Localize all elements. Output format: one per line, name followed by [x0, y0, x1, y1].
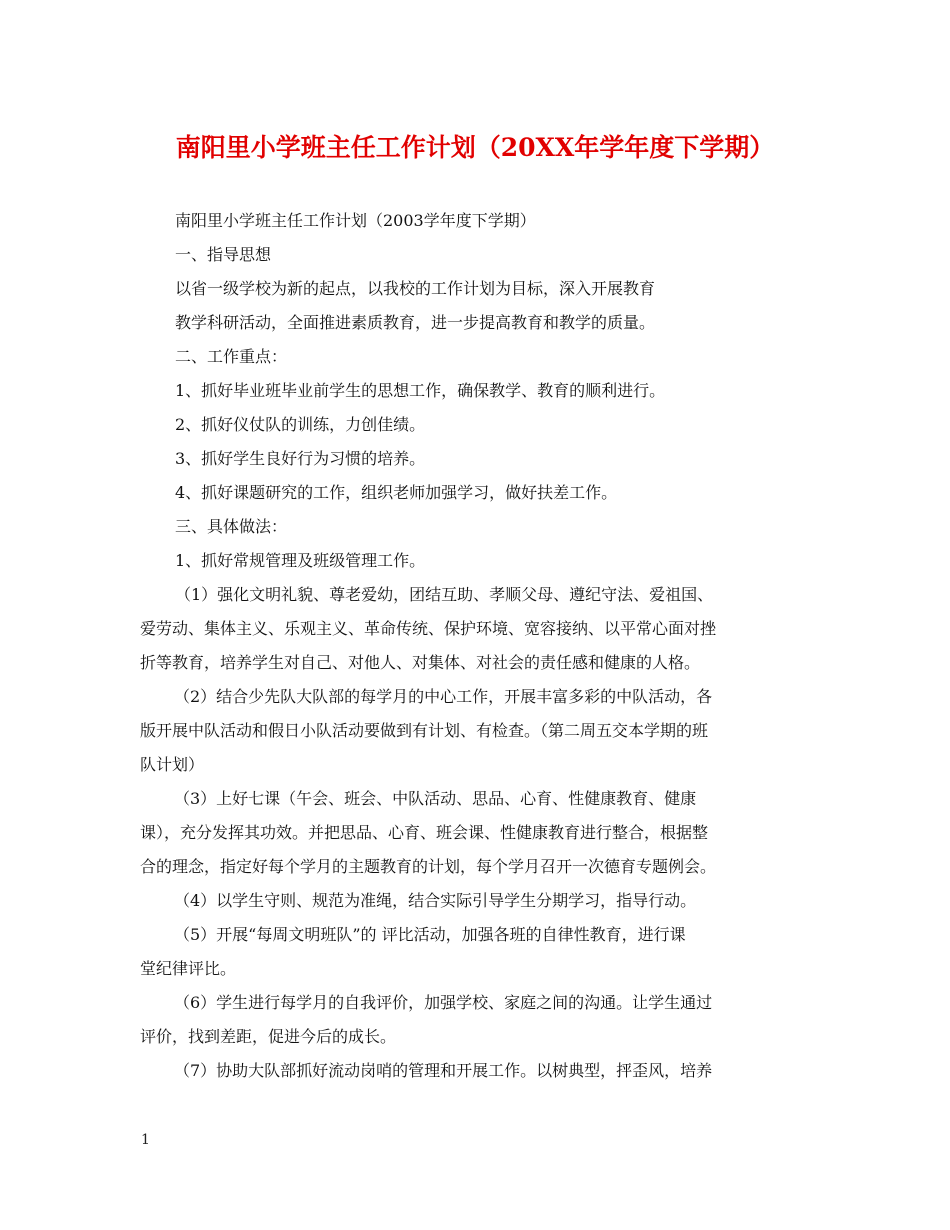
- paragraph-line: 课），充分发挥其功效。并把思品、心育、班会课、性健康教育进行整合，根据整: [140, 823, 709, 842]
- paragraph-line: （4）以学生守则、规范为准绳，结合实际引导学生分期学习，指导行动。: [174, 891, 697, 910]
- paragraph-line: （3）上好七课（午会、班会、中队活动、思品、心育、性健康教育、健康: [174, 789, 697, 808]
- section-heading: 一、指导思想: [175, 245, 272, 264]
- paragraph-line: 评价，找到差距，促进今后的成长。: [140, 1027, 397, 1046]
- paragraph-line: 折等教育，培养学生对自己、对他人、对集体、对社会的责任感和健康的人格。: [140, 653, 701, 672]
- paragraph-line: 以省一级学校为新的起点，以我校的工作计划为目标，深入开展教育: [175, 279, 656, 298]
- list-item: 1、抓好常规管理及班级管理工作。: [175, 551, 426, 570]
- document-body: [140, 204, 812, 1088]
- document-title: 南阳里小学班主任工作计划（20XX年学年度下学期）: [175, 133, 775, 162]
- paragraph-line: 版开展中队活动和假日小队活动要做到有计划、有检查。（第二周五交本学期的班: [140, 721, 709, 740]
- paragraph-line: （1）强化文明礼貌、尊老爱幼，团结互助、孝顺父母、遵纪守法、爱祖国、: [175, 585, 714, 604]
- list-item: 3、抓好学生良好行为习惯的培养。: [175, 449, 426, 468]
- paragraph-line: （7）协助大队部抓好流动岗哨的管理和开展工作。以树典型，抨歪风，培养: [174, 1061, 713, 1080]
- list-item: 2、抓好仪仗队的训练，力创佳绩。: [175, 415, 426, 434]
- paragraph-line: （5）开展“每周文明班队”的 评比活动，加强各班的自律性教育，进行课: [174, 925, 686, 944]
- paragraph-line: 爱劳动、集体主义、乐观主义、革命传统、保护环境、宽容接纳、以平常心面对挫: [140, 619, 717, 638]
- list-item: 1、抓好毕业班毕业前学生的思想工作，确保教学、教育的顺利进行。: [175, 381, 666, 400]
- paragraph-line: 教学科研活动，全面推进素质教育，进一步提高教育和教学的质量。: [175, 313, 656, 332]
- page-number: 1: [141, 1132, 150, 1148]
- paragraph-line: （6）学生进行每学月的自我评价，加强学校、家庭之间的沟通。让学生通过: [174, 993, 713, 1012]
- paragraph-line: 堂纪律评比。: [140, 959, 237, 978]
- section-heading: 三、具体做法：: [175, 517, 288, 536]
- paragraph-line: （2）结合少先队大队部的每学月的中心工作，开展丰富多彩的中队活动，各: [174, 687, 713, 706]
- paragraph-line: 南阳里小学班主任工作计划（2003学年度下学期）: [175, 211, 536, 230]
- section-heading: 二、工作重点：: [175, 347, 288, 366]
- paragraph-line: 队计划）: [140, 755, 205, 774]
- paragraph-line: 合的理念，指定好每个学月的主题教育的计划，每个学月召开一次德育专题例会。: [140, 857, 717, 876]
- list-item: 4、抓好课题研究的工作，组织老师加强学习，做好扶差工作。: [175, 483, 618, 502]
